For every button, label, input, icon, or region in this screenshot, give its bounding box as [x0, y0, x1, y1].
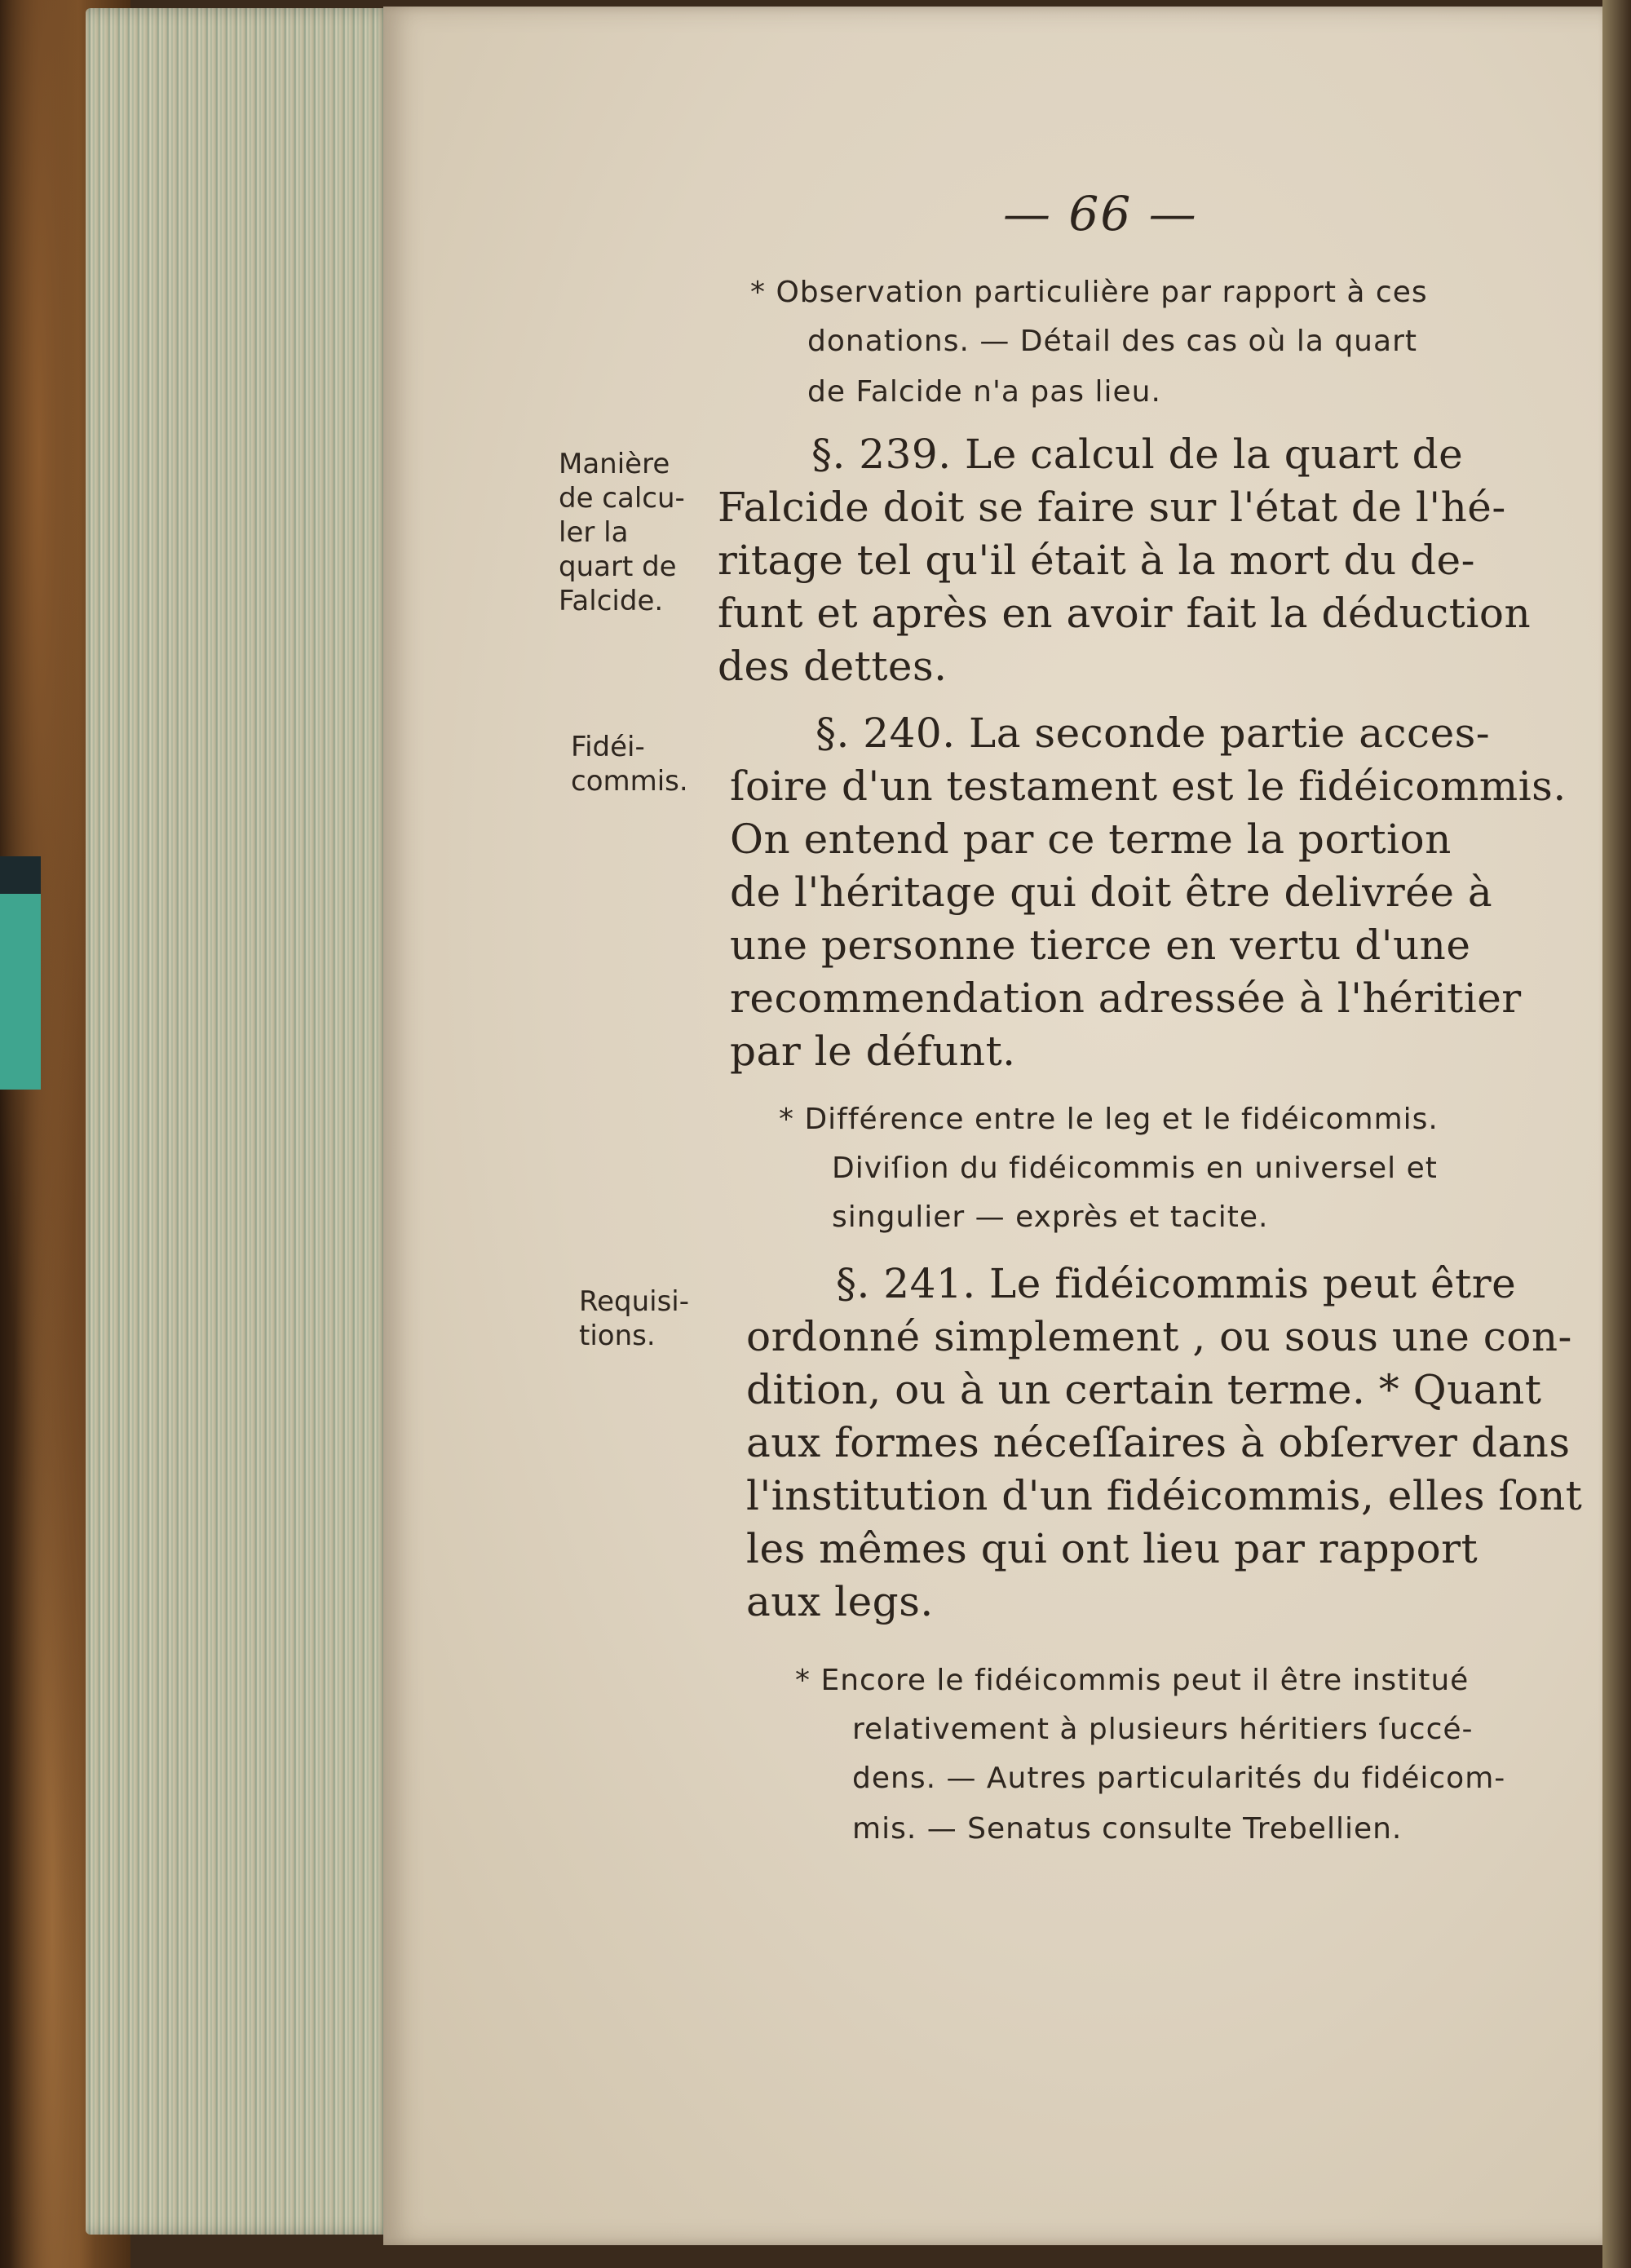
bookmark-tab-teal	[0, 894, 41, 1090]
paragraph-line: ritage tel qu'il était à la mort du de-	[718, 537, 1476, 584]
paragraph-line: de l'héritage qui doit être delivrée à	[730, 869, 1493, 916]
paragraph-line: §. 241. Le fidéicommis peut être	[836, 1260, 1517, 1307]
note-line: Diviſion du fidéicommis en universel et	[832, 1152, 1438, 1185]
note-line: singulier — exprès et tacite.	[832, 1200, 1269, 1234]
paragraph-line: par le défunt.	[730, 1028, 1016, 1075]
paragraph-line: l'institution d'un fidéicommis, elles ſont	[746, 1472, 1583, 1519]
note-line: * Encore le fidéicommis peut il être institué	[795, 1664, 1470, 1697]
margin-note-241: Requisi- tions.	[579, 1285, 690, 1352]
paragraph-line: ſoire d'un testament est le fidéicommis.	[730, 763, 1567, 810]
note-line: dens. — Autres particularités du fidéicom-	[852, 1762, 1506, 1795]
paragraph-line: ordonné simplement , ou sous une con-	[746, 1313, 1572, 1360]
paragraph-line: funt et après en avoir fait la déduction	[718, 590, 1532, 637]
paragraph-line: recommendation adressée à l'héritier	[730, 975, 1522, 1022]
paragraph-line: les mêmes qui ont lieu par rapport	[746, 1525, 1479, 1572]
margin-note-240: Fidéi- commis.	[571, 731, 688, 798]
bookmark-tab-dark	[0, 856, 41, 894]
margin-note-239: Manière de calcu- ler la quart de Falcide.	[559, 448, 685, 617]
paragraph-line: des dettes.	[718, 643, 948, 690]
note-line: mis. — Senatus consulte Trebellien.	[852, 1812, 1403, 1846]
paragraph-line: dition, ou à un certain terme. * Quant	[746, 1366, 1542, 1413]
note-line: donations. — Détail des cas où la quart	[807, 325, 1417, 358]
paragraph-line: aux legs.	[746, 1578, 934, 1625]
note-line: de Falcide n'a pas lieu.	[807, 375, 1161, 409]
paragraph-line: §. 240. La seconde partie acces-	[816, 710, 1491, 757]
paragraph-line: Falcide doit se faire sur l'état de l'hé-	[718, 484, 1506, 531]
facing-page-edge	[1602, 0, 1631, 2268]
paragraph-line: On entend par ce terme la portion	[730, 816, 1452, 863]
paragraph-line: une personne tierce en vertu d'une	[730, 922, 1471, 969]
note-line: * Observation particulière par rapport à ces	[750, 276, 1428, 309]
paragraph-line: §. 239. Le calcul de la quart de	[811, 431, 1464, 478]
note-line: * Différence entre le leg et le fidéicommis.	[779, 1103, 1439, 1136]
note-line: relativement à plusieurs héritiers ſuccé-	[852, 1713, 1474, 1746]
paragraph-line: aux formes néceſſaires à obſerver dans	[746, 1419, 1571, 1466]
page-edges	[86, 8, 396, 2235]
page-number: — 66 —	[1003, 186, 1198, 241]
